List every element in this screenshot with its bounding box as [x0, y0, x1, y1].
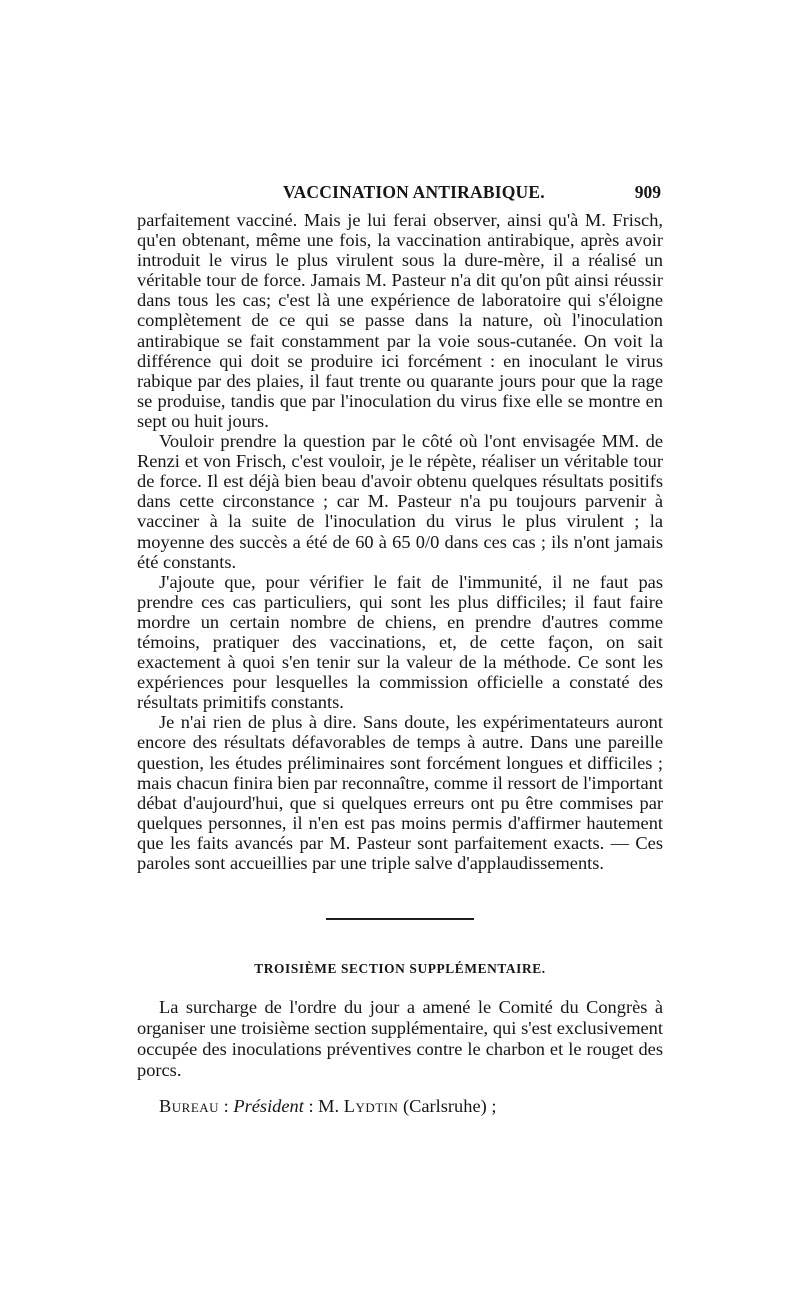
bureau-name-prefix: M. [318, 1096, 344, 1116]
bureau-separator: : [219, 1096, 234, 1116]
section-divider [326, 918, 474, 920]
bureau-line [159, 1096, 496, 1117]
section-title: TROISIÈME SECTION SUPPLÉMENTAIRE. [254, 961, 546, 976]
paragraph-continued: parfaitement vacciné. Mais je lui ferai observer, ainsi qu'à M. Frisch, qu'en obtenant, même une fois, la vaccination antirabique, après avoir introduit le virus le plus virulent sous la dure-mère, il a réalisé un véritable tour de force. Jamais M. Pasteur n'a dit qu'on pût ainsi réussir dans tous les cas; c'est là une expérience de laboratoire qui s'éloigne complètement de ce qui se passe dans la nature, où l'inoculation antirabique se fait constamment par la voie sous-cutanée. On voit la différence qui doit se produire ici forcément : en inoculant le virus rabique par des plaies, il faut trente ou quarante jours pour que la rage se produise, tandis que par l'inoculation du virus fixe elle se montre en sept ou huit jours. [137, 210, 663, 431]
page-number: 909 [634, 182, 661, 202]
bureau-location: (Carlsruhe) ; [398, 1096, 497, 1116]
bureau-separator: : [303, 1096, 319, 1116]
page-header [137, 182, 663, 210]
bureau-president-name: Lydtin [343, 1096, 399, 1116]
running-title: VACCINATION ANTIRABIQUE. [283, 182, 545, 202]
main-text [137, 210, 663, 873]
paragraph: Je n'ai rien de plus à dire. Sans doute, les expérimentateurs auront encore des résultats défavorables de temps à autre. Dans une pareille question, les études préliminaires sont forcément longues et difficiles ; mais chacun finira bien par reconnaître, comme il ressort de l'important débat d'aujourd'hui, que si quelques erreurs ont pu être commises par quelques personnes, il n'en est pas moins permis d'affirmer hautement que les faits avancés par M. Pasteur sont parfaitement exacts. — Ces paroles sont accueillies par une triple salve d'applaudissements. [137, 712, 663, 873]
bureau-label: Bureau [159, 1096, 220, 1116]
paragraph: Vouloir prendre la question par le côté où l'ont envisagée MM. de Renzi et von Frisch, c'est vouloir, je le répète, réaliser un véritable tour de force. Il est déjà bien beau d'avoir obtenu quelques résultats positifs dans cette circonstance ; car M. Pasteur n'a pu toujours parvenir à vacciner à la suite de l'inoculation du virus le plus virulent ; la moyenne des succès a été de 60 à 65 0/0 dans ces cas ; ils n'ont jamais été constants. [137, 431, 663, 572]
paragraph: J'ajoute que, pour vérifier le fait de l'immunité, il ne faut pas prendre ces cas particuliers, qui sont les plus difficiles; il faut faire mordre un certain nombre de chiens, en prendre d'autres comme témoins, pratiquer des vaccinations, et, de cette façon, on sait exactement à quoi s'en tenir sur la valeur de la méthode. Ce sont les expériences pour lesquelles la commission officielle a constaté des résultats primitifs constants. [137, 571, 663, 713]
section-paragraph: La surcharge de l'ordre du jour a amené le Comité du Congrès à organiser une troisième section supplémentaire, qui s'est exclusivement occupée des inoculations préventives contre le charbon et le rouget des porcs. [137, 997, 663, 1080]
bureau-role: Président [233, 1096, 304, 1116]
